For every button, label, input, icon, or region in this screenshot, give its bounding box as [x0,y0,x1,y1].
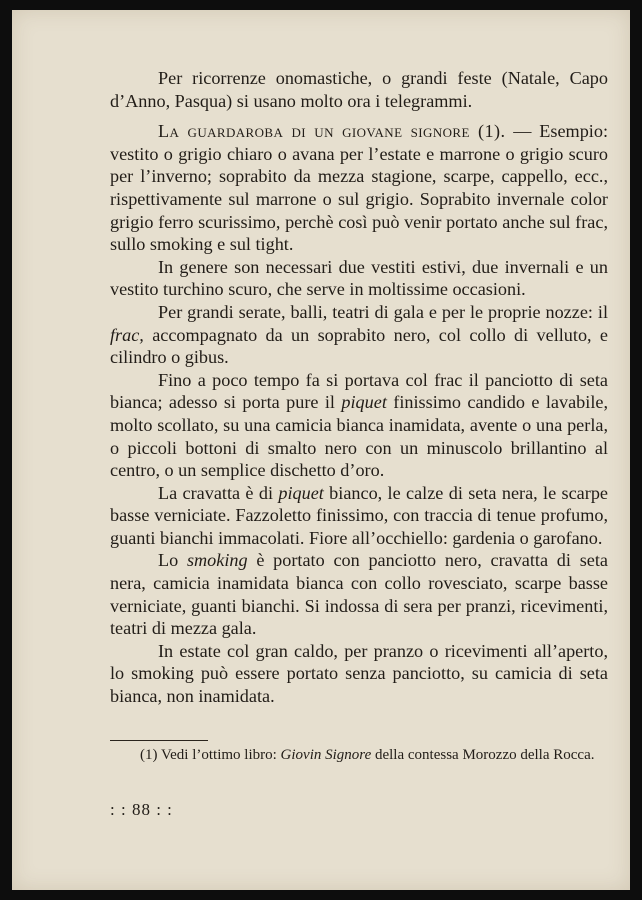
body-text [110,67,608,708]
paragraph-panciotto: Fino a poco tempo fa si portava col frac il panciotto di seta bianca; adesso si porta pure il piquet finissimo candido e lavabile, molto scollato, su una camicia bianca inamidata, avente o una perla, o piccoli bottoni di smalto nero con un minuscolo brillantino al centro, o un semplice dischetto d’oro. [110,369,608,481]
page-number: : : 88 : : [110,800,173,819]
footnote-rule [110,740,208,741]
paragraph-frac: Per grandi serate, balli, teatri di gala e per le proprie nozze: il frac, accompagnato da un soprabito nero, col collo di velluto, e cilindro o gibus. [110,301,608,368]
paragraph-vestiti: In genere son necessari due vestiti estivi, due invernali e un vestito turchino scuro, che serve in moltissime occasioni. [110,256,608,300]
paragraph-guardaroba: La guardaroba di un giovane signore (1). — Esempio: vestito o grigio chiaro o avana per l’estate e marrone o grigio scuro per l’inverno; soprabito da mezza stagione, scarpe, cappello, ecc., rispettivamente sul marrone o sul grigio. Soprabito invernale color grigio ferro scurissimo, perchè così può venir portato anche sul frac, sullo smoking e sul tight. [110,121,608,255]
paragraph-telegrammi: Per ricorrenze onomastiche, o grandi feste (Natale, Capo d’Anno, Pasqua) si usano molto ora i telegrammi. [110,68,608,111]
paragraph-cravatta: La cravatta è di piquet bianco, le calze di seta nera, le scarpe basse verniciate. Fazzoletto finissimo, con traccia di tenue profumo, guanti bianchi immacolati. Fiore all’occhiello: gardenia o garofano. [110,482,608,548]
paragraph-estate: In estate col gran caldo, per pranzo o ricevimenti all’aperto, lo smoking può essere portato senza panciotto, su camicia di seta bianca, non inamidata. [110,640,608,707]
book-page [12,10,630,890]
footnote: (1) Vedi l’ottimo libro: Giovin Signore della contessa Morozzo della Rocca. [140,747,595,763]
footnote-book-title: Giovin Signore [280,747,372,763]
section-heading: La guardaroba di un giovane signore (1). [158,121,506,142]
paragraph-smoking: Lo smoking è portato con panciotto nero, cravatta di seta nera, camicia inamidata bianca con collo rovesciato, scarpe basse verniciate, guanti bianchi. Si indossa di sera per pranzi, ricevimenti, teatri di mezza gala. [110,550,608,639]
